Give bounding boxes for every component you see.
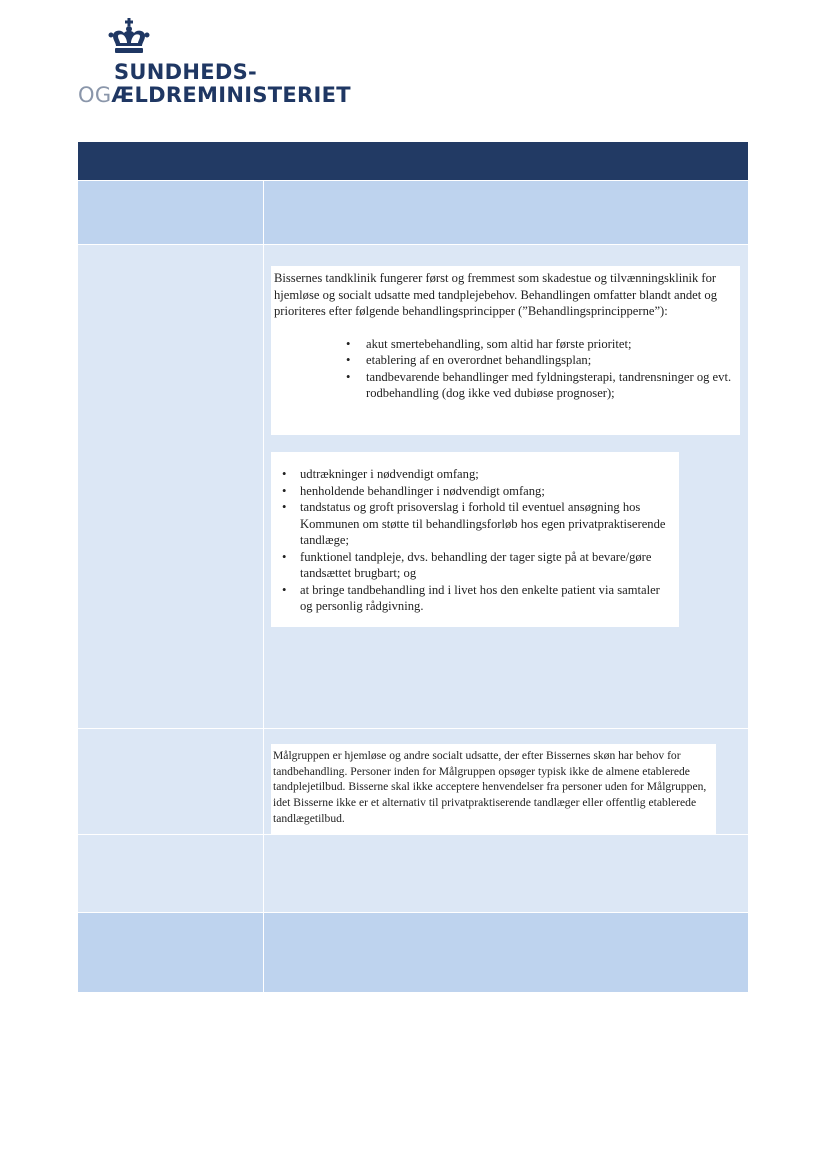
logo-text-line2 bbox=[78, 83, 351, 107]
table-cell-value bbox=[264, 835, 748, 912]
list-item: • akut smertebehandling, som altid har første prioritet; bbox=[344, 336, 736, 353]
table-cell-label bbox=[78, 729, 264, 834]
list-item: • tandstatus og groft prisoverslag i forhold til eventuel ansøgning hos Kommunen om støtte til behandlingsforløb hos egen privatpraktiserende tandlæge; bbox=[274, 499, 675, 549]
table-header-row bbox=[78, 142, 748, 180]
table-row bbox=[78, 834, 748, 912]
bullet-list bbox=[274, 466, 675, 615]
table-row bbox=[78, 180, 748, 244]
scanned-excerpt-treatment-list bbox=[271, 452, 679, 627]
crown-icon bbox=[107, 18, 151, 58]
table-cell-label bbox=[78, 245, 264, 728]
list-item: • henholdende behandlinger i nødvendigt omfang; bbox=[274, 483, 675, 500]
scanned-excerpt-treatment-principles bbox=[271, 266, 740, 435]
scanned-excerpt-target-group bbox=[271, 744, 716, 834]
logo-name: ÆLDREMINISTERIET bbox=[111, 83, 351, 107]
table-cell-label bbox=[78, 835, 264, 912]
table-row bbox=[78, 912, 748, 992]
list-item: • tandbevarende behandlinger med fyldningsterapi, tandrensninger og evt. rodbehandling (dog ikke ved dubiøse prognoser); bbox=[344, 369, 736, 402]
table-cell-label bbox=[78, 181, 264, 244]
table-cell-label bbox=[78, 913, 264, 992]
list-item: • funktionel tandpleje, dvs. behandling der tager sigte på at bevare/gøre tandsættet brugbart; og bbox=[274, 549, 675, 582]
table-cell-value bbox=[264, 913, 748, 992]
list-item: • udtrækninger i nødvendigt omfang; bbox=[274, 466, 675, 483]
logo-prefix: OG bbox=[78, 83, 112, 107]
table-cell-value bbox=[264, 181, 748, 244]
list-item: • at bringe tandbehandling ind i livet hos den enkelte patient via samtaler og personlig rådgivning. bbox=[274, 582, 675, 615]
excerpt-paragraph: Bissernes tandklinik fungerer først og fremmest som skadestue og tilvænningsklinik for hjemløse og socialt udsatte med tandplejebehov. Behandlingen omfatter blandt andet og prioriteres efter følgende behandlingsprincipper (”Behandlingsprincipperne”): bbox=[274, 271, 717, 318]
excerpt-paragraph: Målgruppen er hjemløse og andre socialt udsatte, der efter Bissernes skøn har behov for tandbehandling. Personer inden for Målgruppen opsøger typisk ikke de almene etablerede tandplejetilbud. Bisserne skal ikke acceptere henvendelser fra personer uden for Målgruppen, idet Bisserne ikke er et alternativ til privatpraktiserende tandlæger eller offentlig etablerede tandlægetilbud. bbox=[273, 749, 707, 825]
logo-text-line1: SUNDHEDS- bbox=[114, 60, 258, 84]
list-item: • etablering af en overordnet behandlingsplan; bbox=[344, 352, 736, 369]
bullet-list bbox=[274, 336, 736, 402]
